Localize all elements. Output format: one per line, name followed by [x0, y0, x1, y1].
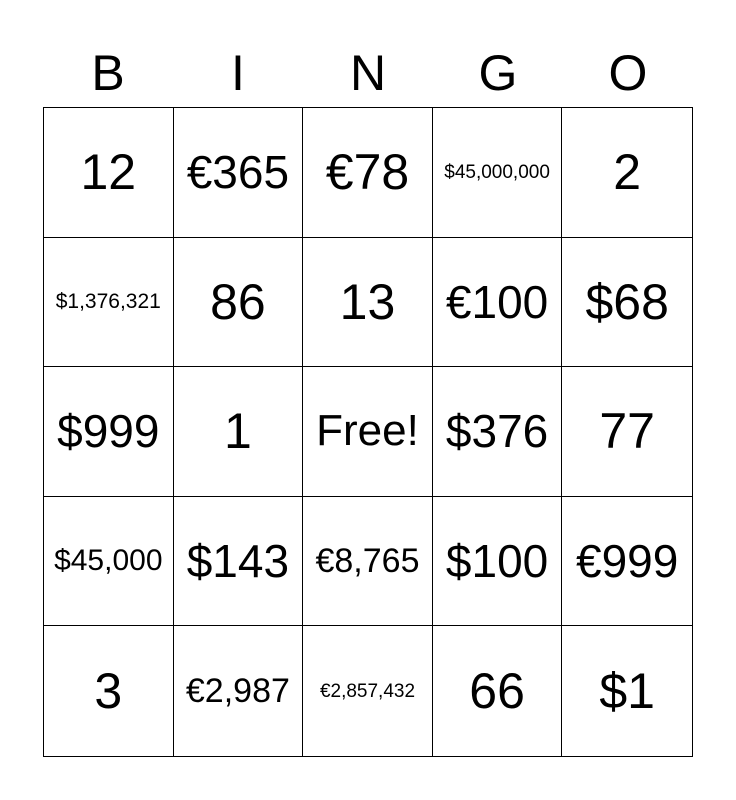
- bingo-cell[interactable]: €999: [562, 497, 692, 627]
- header-letter-n: N: [349, 45, 387, 101]
- bingo-cell[interactable]: $45,000: [44, 497, 174, 627]
- bingo-cell[interactable]: $1,376,321: [44, 238, 174, 368]
- bingo-cell[interactable]: 2: [562, 108, 692, 238]
- bingo-cell[interactable]: 13: [303, 238, 433, 368]
- header-letter-o: O: [608, 45, 648, 101]
- bingo-board: [43, 107, 693, 757]
- bingo-cell[interactable]: 77: [562, 367, 692, 497]
- header-letter-b: B: [91, 45, 125, 101]
- header-letter-g: G: [478, 45, 518, 101]
- bingo-cell[interactable]: $100: [433, 497, 563, 627]
- bingo-cell[interactable]: $376: [433, 367, 563, 497]
- bingo-cell[interactable]: €2,857,432: [303, 626, 433, 756]
- bingo-cell[interactable]: 66: [433, 626, 563, 756]
- bingo-cell[interactable]: $68: [562, 238, 692, 368]
- bingo-header: [43, 40, 693, 106]
- bingo-cell[interactable]: $45,000,000: [433, 108, 563, 238]
- bingo-cell[interactable]: €365: [174, 108, 304, 238]
- bingo-cell[interactable]: €2,987: [174, 626, 304, 756]
- bingo-cell[interactable]: €8,765: [303, 497, 433, 627]
- bingo-cell[interactable]: 1: [174, 367, 304, 497]
- header-letter-i: I: [231, 45, 245, 101]
- bingo-cell[interactable]: $1: [599, 663, 655, 720]
- bingo-cell[interactable]: $143: [174, 497, 304, 627]
- bingo-cell[interactable]: €100: [433, 238, 563, 368]
- free-space-cell[interactable]: Free!: [303, 367, 433, 497]
- bingo-cell[interactable]: 12: [44, 108, 174, 238]
- bingo-cell[interactable]: 86: [174, 238, 304, 368]
- bingo-cell[interactable]: €78: [303, 108, 433, 238]
- bingo-cell[interactable]: $999: [44, 367, 174, 497]
- bingo-cell[interactable]: 3: [44, 626, 174, 756]
